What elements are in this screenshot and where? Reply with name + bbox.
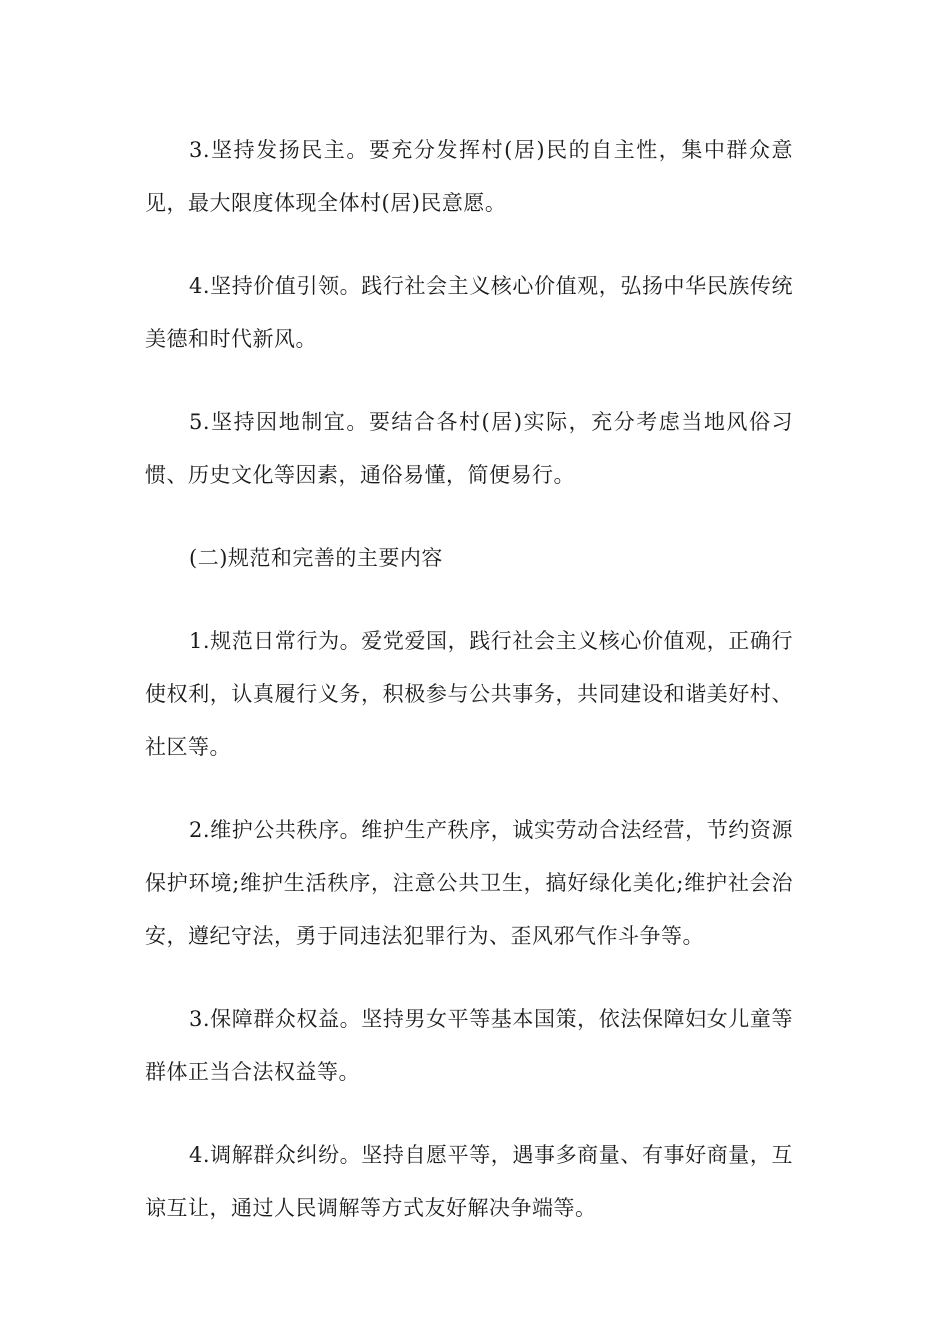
document-body — [145, 124, 793, 1265]
paragraph-principle-3: 3.坚持发扬民主。要充分发挥村(居)民的自主性，集中群众意见，最大限度体现全体村(居)民意愿。 — [145, 138, 793, 215]
paragraph-content-4: 4.调解群众纠纷。坚持自愿平等，遇事多商量、有事好商量，互谅互让，通过人民调解等方式友好解决争端等。 — [145, 1143, 793, 1220]
paragraph-principle-5: 5.坚持因地制宜。要结合各村(居)实际，充分考虑当地风俗习惯、历史文化等因素，通俗易懂，简便易行。 — [145, 410, 793, 487]
paragraph-principle-4: 4.坚持价值引领。践行社会主义核心价值观，弘扬中华民族传统美德和时代新风。 — [145, 274, 793, 351]
paragraph-content-1: 1.规范日常行为。爱党爱国，践行社会主义核心价值观，正确行使权利，认真履行义务，积极参与公共事务，共同建设和谐美好村、社区等。 — [145, 629, 793, 759]
paragraph-content-2: 2.维护公共秩序。维护生产秩序，诚实劳动合法经营，节约资源保护环境;维护生活秩序，注意公共卫生，搞好绿化美化;维护社会治安，遵纪守法，勇于同违法犯罪行为、歪风邪气作斗争等。 — [145, 818, 793, 948]
section-heading: (二)规范和完善的主要内容 — [189, 546, 443, 570]
paragraph-content-3: 3.保障群众权益。坚持男女平等基本国策，依法保障妇女儿童等群体正当合法权益等。 — [145, 1007, 793, 1084]
